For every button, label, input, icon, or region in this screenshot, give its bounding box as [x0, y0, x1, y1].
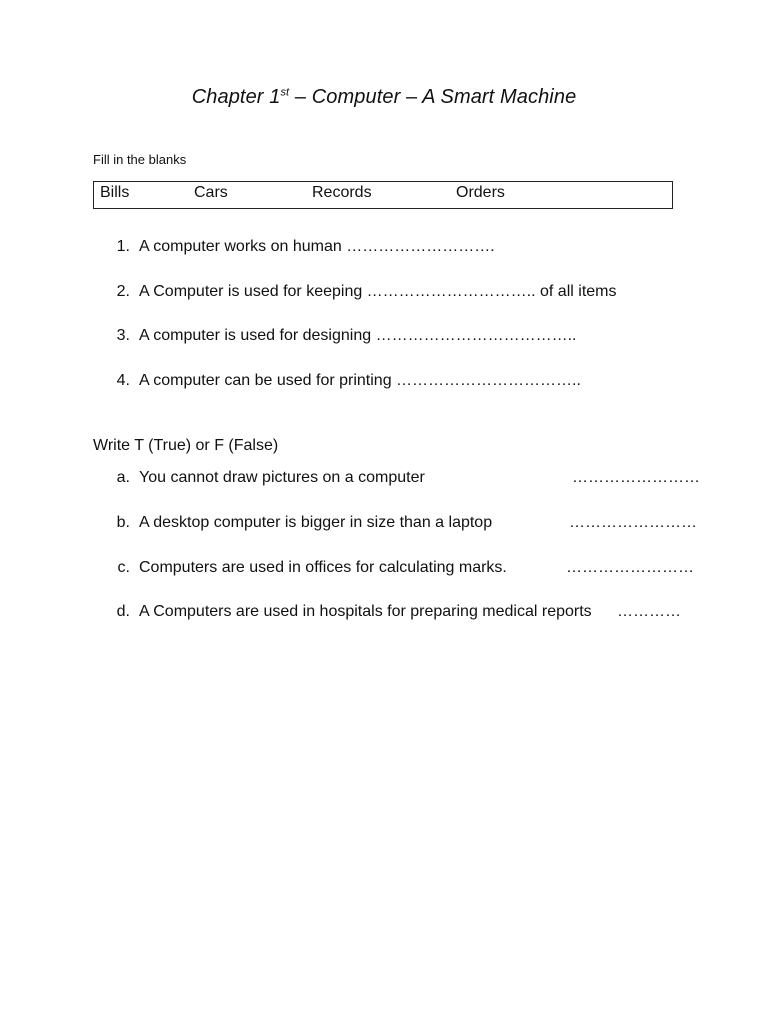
answer-blank: ………… — [617, 603, 681, 620]
answer-blank: …………………… — [572, 469, 700, 486]
item-text: A desktop computer is bigger in size than a laptop — [139, 514, 493, 531]
item-text: Computers are used in offices for calculating marks. — [139, 559, 507, 576]
item-marker: c. — [117, 559, 130, 576]
list-item — [0, 327, 768, 351]
list-item — [0, 514, 768, 538]
answer-blank: …………………… — [569, 514, 697, 531]
word-bank-item: Bills — [100, 184, 130, 201]
list-item — [0, 603, 768, 627]
item-text: A computer works on human ………………………. — [139, 238, 495, 255]
true-false-heading: Write T (True) or F (False) — [93, 437, 279, 454]
word-bank-item: Cars — [194, 184, 228, 201]
item-text: You cannot draw pictures on a computer — [139, 469, 425, 486]
item-marker: 1. — [116, 238, 130, 255]
title-superscript: st — [280, 86, 290, 99]
fill-in-blanks-heading: Fill in the blanks — [93, 152, 187, 167]
title-prefix: Chapter 1 — [191, 86, 281, 108]
item-text: A computer can be used for printing …………………………….. — [139, 372, 581, 389]
list-item — [0, 283, 768, 307]
item-marker: d. — [116, 603, 130, 620]
list-item — [0, 469, 768, 493]
word-bank-item: Orders — [456, 184, 505, 201]
item-marker: a. — [116, 469, 130, 486]
item-marker: 4. — [116, 372, 130, 389]
title-suffix: – Computer – A Smart Machine — [289, 86, 577, 108]
item-text: A Computer is used for keeping ………………………….. of all items — [139, 283, 617, 300]
list-item — [0, 559, 768, 583]
item-text: A Computers are used in hospitals for preparing medical reports — [139, 603, 592, 620]
word-bank-item: Records — [312, 184, 372, 201]
item-marker: 2. — [116, 283, 130, 300]
list-item — [0, 372, 768, 396]
list-item — [0, 238, 768, 262]
item-marker: b. — [116, 514, 130, 531]
page-title — [0, 86, 768, 109]
item-text: A computer is used for designing ……………………………….. — [139, 327, 577, 344]
item-marker: 3. — [116, 327, 130, 344]
word-bank-box — [93, 181, 673, 209]
answer-blank: …………………… — [566, 559, 694, 576]
